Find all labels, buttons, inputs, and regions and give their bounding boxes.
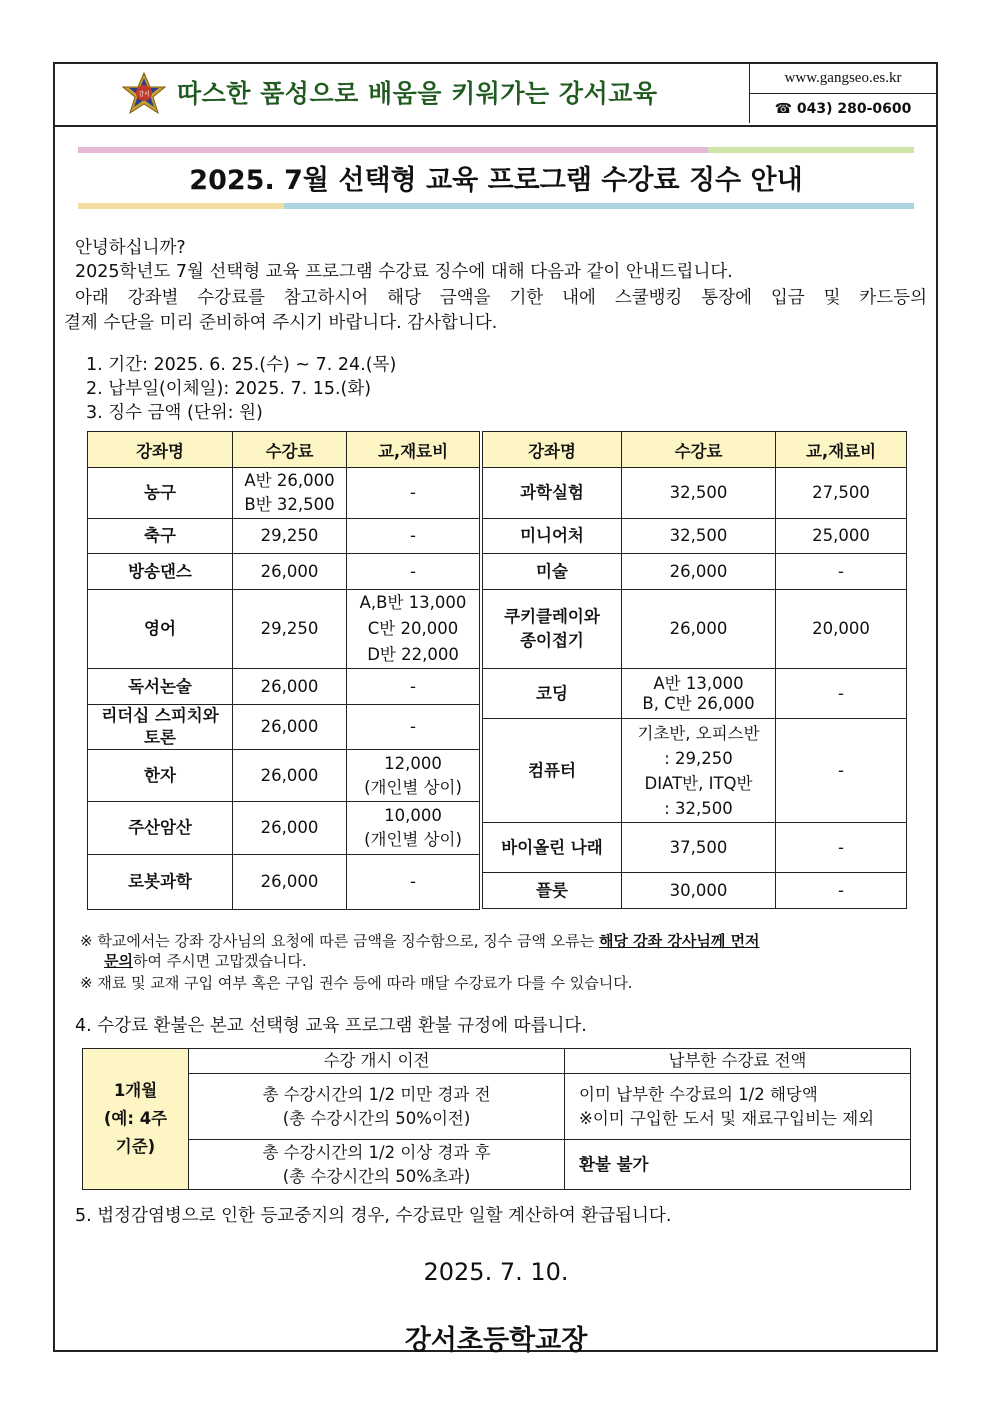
course-name: 한자 (88, 750, 233, 802)
document-date: 2025. 7. 10. (423, 1258, 569, 1286)
course-fee: 26,000 (233, 705, 347, 750)
course-fee: 26,000 (622, 590, 776, 669)
material-fee: - (347, 468, 480, 519)
course-fee: 26,000 (622, 554, 776, 590)
course-name: 로봇과학 (88, 855, 233, 910)
col-fee: 수강료 (622, 432, 776, 468)
col-course-name: 강좌명 (88, 432, 233, 468)
material-fee: - (347, 519, 480, 554)
material-fee: 27,500 (776, 468, 907, 519)
table-row (88, 519, 480, 554)
course-name: 영어 (88, 590, 233, 669)
course-fee: 26,000 (233, 554, 347, 590)
material-fee: - (347, 855, 480, 910)
course-name: 플룻 (483, 873, 622, 909)
course-fee: 기초반, 오피스반 : 29,250 DIAT반, ITQ반 : 32,500 (622, 719, 776, 823)
table-row (483, 669, 907, 719)
col-material-fee: 교,재료비 (347, 432, 480, 468)
material-fee: 10,000 (개인별 상이) (347, 802, 480, 855)
refund-heading: 4. 수강료 환불은 본교 선택형 교육 프로그램 환불 규정에 따릅니다. (75, 1016, 587, 1036)
title-bar-top-left (78, 147, 708, 153)
course-name: 독서논술 (88, 669, 233, 705)
note-emphasis: 해당 강좌 강사님께 먼저 (598, 932, 760, 950)
col-course-name: 강좌명 (483, 432, 622, 468)
table-row (88, 705, 480, 750)
course-fee: 29,250 (233, 590, 347, 669)
course-fee: 29,250 (233, 519, 347, 554)
course-fee: A반 13,000 B, C반 26,000 (622, 669, 776, 719)
principal-signature: 강서초등학교장 (404, 1325, 588, 1356)
item-5: 5. 법정감염병으로 인한 등교중지의 경우, 수강료만 일할 계산하여 환급됩니다. (75, 1206, 672, 1226)
title-bar-bottom-right (284, 203, 914, 209)
material-fee: - (347, 705, 480, 750)
material-fee: A,B반 13,000 C반 20,000 D반 22,000 (347, 590, 480, 669)
table-row (483, 873, 907, 909)
refund-amount: 환불 불가 (565, 1140, 911, 1190)
material-fee: - (776, 669, 907, 719)
table-row (88, 802, 480, 855)
phone-number: ☎ 043) 280-0600 (774, 101, 912, 117)
letterhead (53, 62, 938, 127)
material-fee: - (776, 873, 907, 909)
table-row (88, 855, 480, 910)
table-row (88, 669, 480, 705)
course-name: 컴퓨터 (483, 719, 622, 823)
course-name: 쿠키클레이와 종이접기 (483, 590, 622, 669)
refund-header-row (83, 1049, 911, 1074)
course-fee: 26,000 (233, 802, 347, 855)
intro-line-1: 2025학년도 7월 선택형 교육 프로그램 수강료 징수에 대해 다음과 같이 안내드립니다. (75, 262, 733, 282)
table-row (88, 554, 480, 590)
table-row (483, 468, 907, 519)
note-2: ※ 재료 및 교재 구입 여부 혹은 구입 권수 등에 따라 매달 수강료가 다를 수 있습니다. (80, 974, 633, 992)
course-name: 리더십 스피치와 토론 (88, 705, 233, 750)
item-due-date: 2. 납부일(이체일): 2025. 7. 15.(화) (86, 379, 372, 399)
material-fee: - (776, 719, 907, 823)
course-name: 농구 (88, 468, 233, 519)
table-row (483, 823, 907, 873)
intro-line-3: 결제 수단을 미리 준비하여 주시기 바랍니다. 감사합니다. (64, 313, 498, 333)
material-fee: - (347, 554, 480, 590)
course-fee: A반 26,000 B반 32,500 (233, 468, 347, 519)
refund-amount: 이미 납부한 수강료의 1/2 해당액 ※이미 구입한 도서 및 재료구입비는 제외 (565, 1074, 911, 1140)
title-bar-top-right (708, 147, 914, 153)
refund-condition: 총 수강시간의 1/2 미만 경과 전 (총 수강시간의 50%이전) (189, 1074, 565, 1140)
table-row (483, 554, 907, 590)
material-fee: 20,000 (776, 590, 907, 669)
course-name: 방송댄스 (88, 554, 233, 590)
fee-table-left (87, 431, 480, 910)
document-title: 2025. 7월 선택형 교육 프로그램 수강료 징수 안내 (189, 165, 803, 196)
col-fee: 수강료 (233, 432, 347, 468)
svg-text:강서: 강서 (138, 91, 150, 98)
note-1: ※ 학교에서는 강좌 강사님의 요청에 따른 금액을 징수함으로, 징수 금액 오류는 해당 강좌 강사님께 먼저 문의하여 주시면 고맙겠습니다. (80, 932, 760, 970)
table-header-row (483, 432, 907, 468)
table-header-row (88, 432, 480, 468)
course-fee: 30,000 (622, 873, 776, 909)
col-material-fee: 교,재료비 (776, 432, 907, 468)
course-fee: 32,500 (622, 519, 776, 554)
table-row (483, 719, 907, 823)
table-row (88, 590, 480, 669)
material-fee: - (776, 554, 907, 590)
refund-row (83, 1140, 911, 1190)
material-fee: - (776, 823, 907, 873)
website-url[interactable]: www.gangseo.es.kr (750, 62, 936, 94)
item-period: 1. 기간: 2025. 6. 25.(수) ~ 7. 24.(목) (86, 355, 397, 375)
course-fee: 32,500 (622, 468, 776, 519)
material-fee: 25,000 (776, 519, 907, 554)
table-row (88, 468, 480, 519)
note-emphasis-2: 문의 (104, 952, 133, 970)
refund-period: 1개월 (예: 4주 기준) (83, 1049, 189, 1190)
material-fee: 12,000 (개인별 상이) (347, 750, 480, 802)
table-row (483, 590, 907, 669)
refund-table (82, 1048, 911, 1190)
course-name: 축구 (88, 519, 233, 554)
course-fee: 26,000 (233, 855, 347, 910)
course-name: 미술 (483, 554, 622, 590)
course-fee: 26,000 (233, 669, 347, 705)
title-bar-bottom-left (78, 203, 284, 209)
greeting: 안녕하십니까? (75, 238, 186, 258)
contact-box (749, 62, 936, 123)
table-row (483, 519, 907, 554)
item-amount: 3. 징수 금액 (단위: 원) (86, 403, 263, 423)
course-name: 코딩 (483, 669, 622, 719)
course-name: 주산암산 (88, 802, 233, 855)
school-emblem-icon (122, 72, 166, 116)
refund-row (83, 1074, 911, 1140)
table-row (88, 750, 480, 802)
course-name: 미니어처 (483, 519, 622, 554)
course-fee: 26,000 (233, 750, 347, 802)
intro-line-2: 아래 강좌별 수강료를 참고하시어 해당 금액을 기한 내에 스쿨뱅킹 통장에 입금 및 카드등의 (75, 288, 927, 308)
refund-col-full: 납부한 수강료 전액 (565, 1049, 911, 1074)
school-motto: 따스한 품성으로 배움을 키워가는 강서교육 (177, 79, 658, 108)
course-name: 과학실험 (483, 468, 622, 519)
material-fee: - (347, 669, 480, 705)
refund-condition: 총 수강시간의 1/2 이상 경과 후 (총 수강시간의 50%초과) (189, 1140, 565, 1190)
refund-col-before: 수강 개시 이전 (189, 1049, 565, 1074)
course-name: 바이올린 나래 (483, 823, 622, 873)
fee-table-right (482, 431, 907, 909)
course-fee: 37,500 (622, 823, 776, 873)
